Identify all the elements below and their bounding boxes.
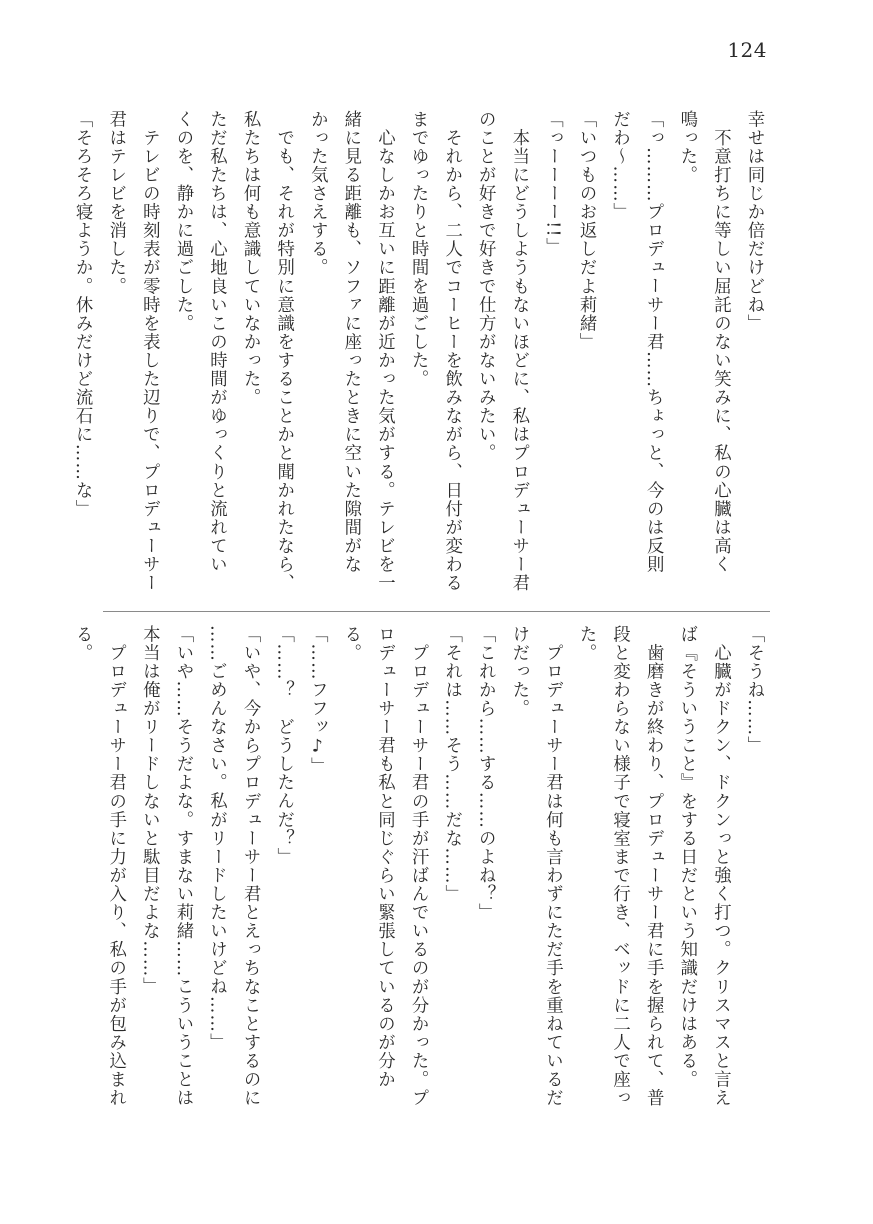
section-divider xyxy=(103,611,770,612)
text-line: 「いつものお返しだよ莉緒」 xyxy=(576,110,597,352)
text-line: 歯磨きが終わり、プロデューサー君に手を握られて、普 xyxy=(643,625,664,1108)
upper-text-block xyxy=(72,110,770,595)
text-line: る。 xyxy=(72,625,93,663)
text-line: 君はテレビを消した。 xyxy=(105,110,126,296)
text-line: だわ〜……」 xyxy=(609,110,630,222)
text-line: 「そろそろ寝ようか。休みだけど流石に……な」 xyxy=(72,110,93,519)
text-line: 本当にどうしようもないほどに、私はプロデューサー君 xyxy=(508,110,529,593)
text-line: る。 xyxy=(340,625,361,663)
text-line: ……ごめんなさい。私がリードしたいけどね……」 xyxy=(206,625,227,1052)
text-line: 「っ………プロデューサー君……ちょっと、今のは反則 xyxy=(643,110,664,574)
text-line: 「いや、今からプロデューサー君とえっちなことするのに xyxy=(240,625,261,1108)
text-line: それから、二人でコーヒーを飲みながら、日付が変わる xyxy=(441,110,462,593)
text-line: 「そうね……」 xyxy=(744,625,764,755)
text-line: 不意打ちに等しい屈託のない笑みに、私の心臓は高く xyxy=(710,110,731,574)
text-line: 緒に見る距離も、ソファに座ったときに空いた隙間がな xyxy=(340,110,361,574)
text-line: 「これから……する……のよね？」 xyxy=(475,625,496,922)
text-line: 「っーーーー!!」 xyxy=(542,110,563,257)
text-line: までゆったりと時間を過ごした。 xyxy=(408,110,429,389)
text-line: プロデューサー君は何も言わずにただ手を重ねているだ xyxy=(542,625,563,1108)
text-line: でも、それが特別に意識をすることかと聞かれたなら、 xyxy=(273,110,294,593)
text-line: テレビの時刻表が零時を表した辺りで、プロデューサー xyxy=(139,110,160,593)
lower-text-block xyxy=(72,625,770,1110)
text-line: 心なしかお互いに距離が近かった気がする。テレビを一 xyxy=(374,110,395,593)
text-line: 鳴った。 xyxy=(676,110,697,185)
text-line: プロデューサー君の手が汗ばんでいるのが分かった。プ xyxy=(408,625,429,1108)
text-line: 心臓がドクン、ドクンっと強く打つ。クリスマスと言え xyxy=(710,625,731,1108)
text-line: かった気さえする。 xyxy=(307,110,328,277)
text-line: 「……？ どうしたんだ？」 xyxy=(273,625,294,867)
text-line: ただ私たちは、心地良いこの時間がゆっくりと流れてい xyxy=(206,110,227,574)
text-line: 「それは……そう……だな……」 xyxy=(441,625,462,904)
text-line: のことが好きで好きで仕方がないみたい。 xyxy=(475,110,496,463)
text-line: ば『そういうこと』をする日だという知識だけはある。 xyxy=(676,625,697,1089)
text-line: 私たちは何も意識していなかった。 xyxy=(240,110,261,407)
text-line: プロデューサー君の手に力が入り、私の手が包み込まれ xyxy=(105,625,126,1108)
text-line: 「……フフッ♪」 xyxy=(307,625,328,776)
text-line: 幸せは同じか倍だけどね」 xyxy=(744,110,764,333)
text-line: 本当は俺がリードしないと駄目だよな……」 xyxy=(139,625,160,996)
text-line: 「いや……そうだよな。すまない莉緒……こういうことは xyxy=(172,625,193,1108)
page-number: 124 xyxy=(727,38,767,62)
text-line: けだった。 xyxy=(508,625,529,718)
text-line: ロデューサー君も私と同じぐらい緊張しているのが分か xyxy=(374,625,395,1089)
text-line: た。 xyxy=(576,625,597,663)
text-line: 段と変わらない様子で寝室まで行き、ベッドに二人で座っ xyxy=(609,625,630,1108)
text-line: くのを、静かに過ごした。 xyxy=(172,110,193,333)
